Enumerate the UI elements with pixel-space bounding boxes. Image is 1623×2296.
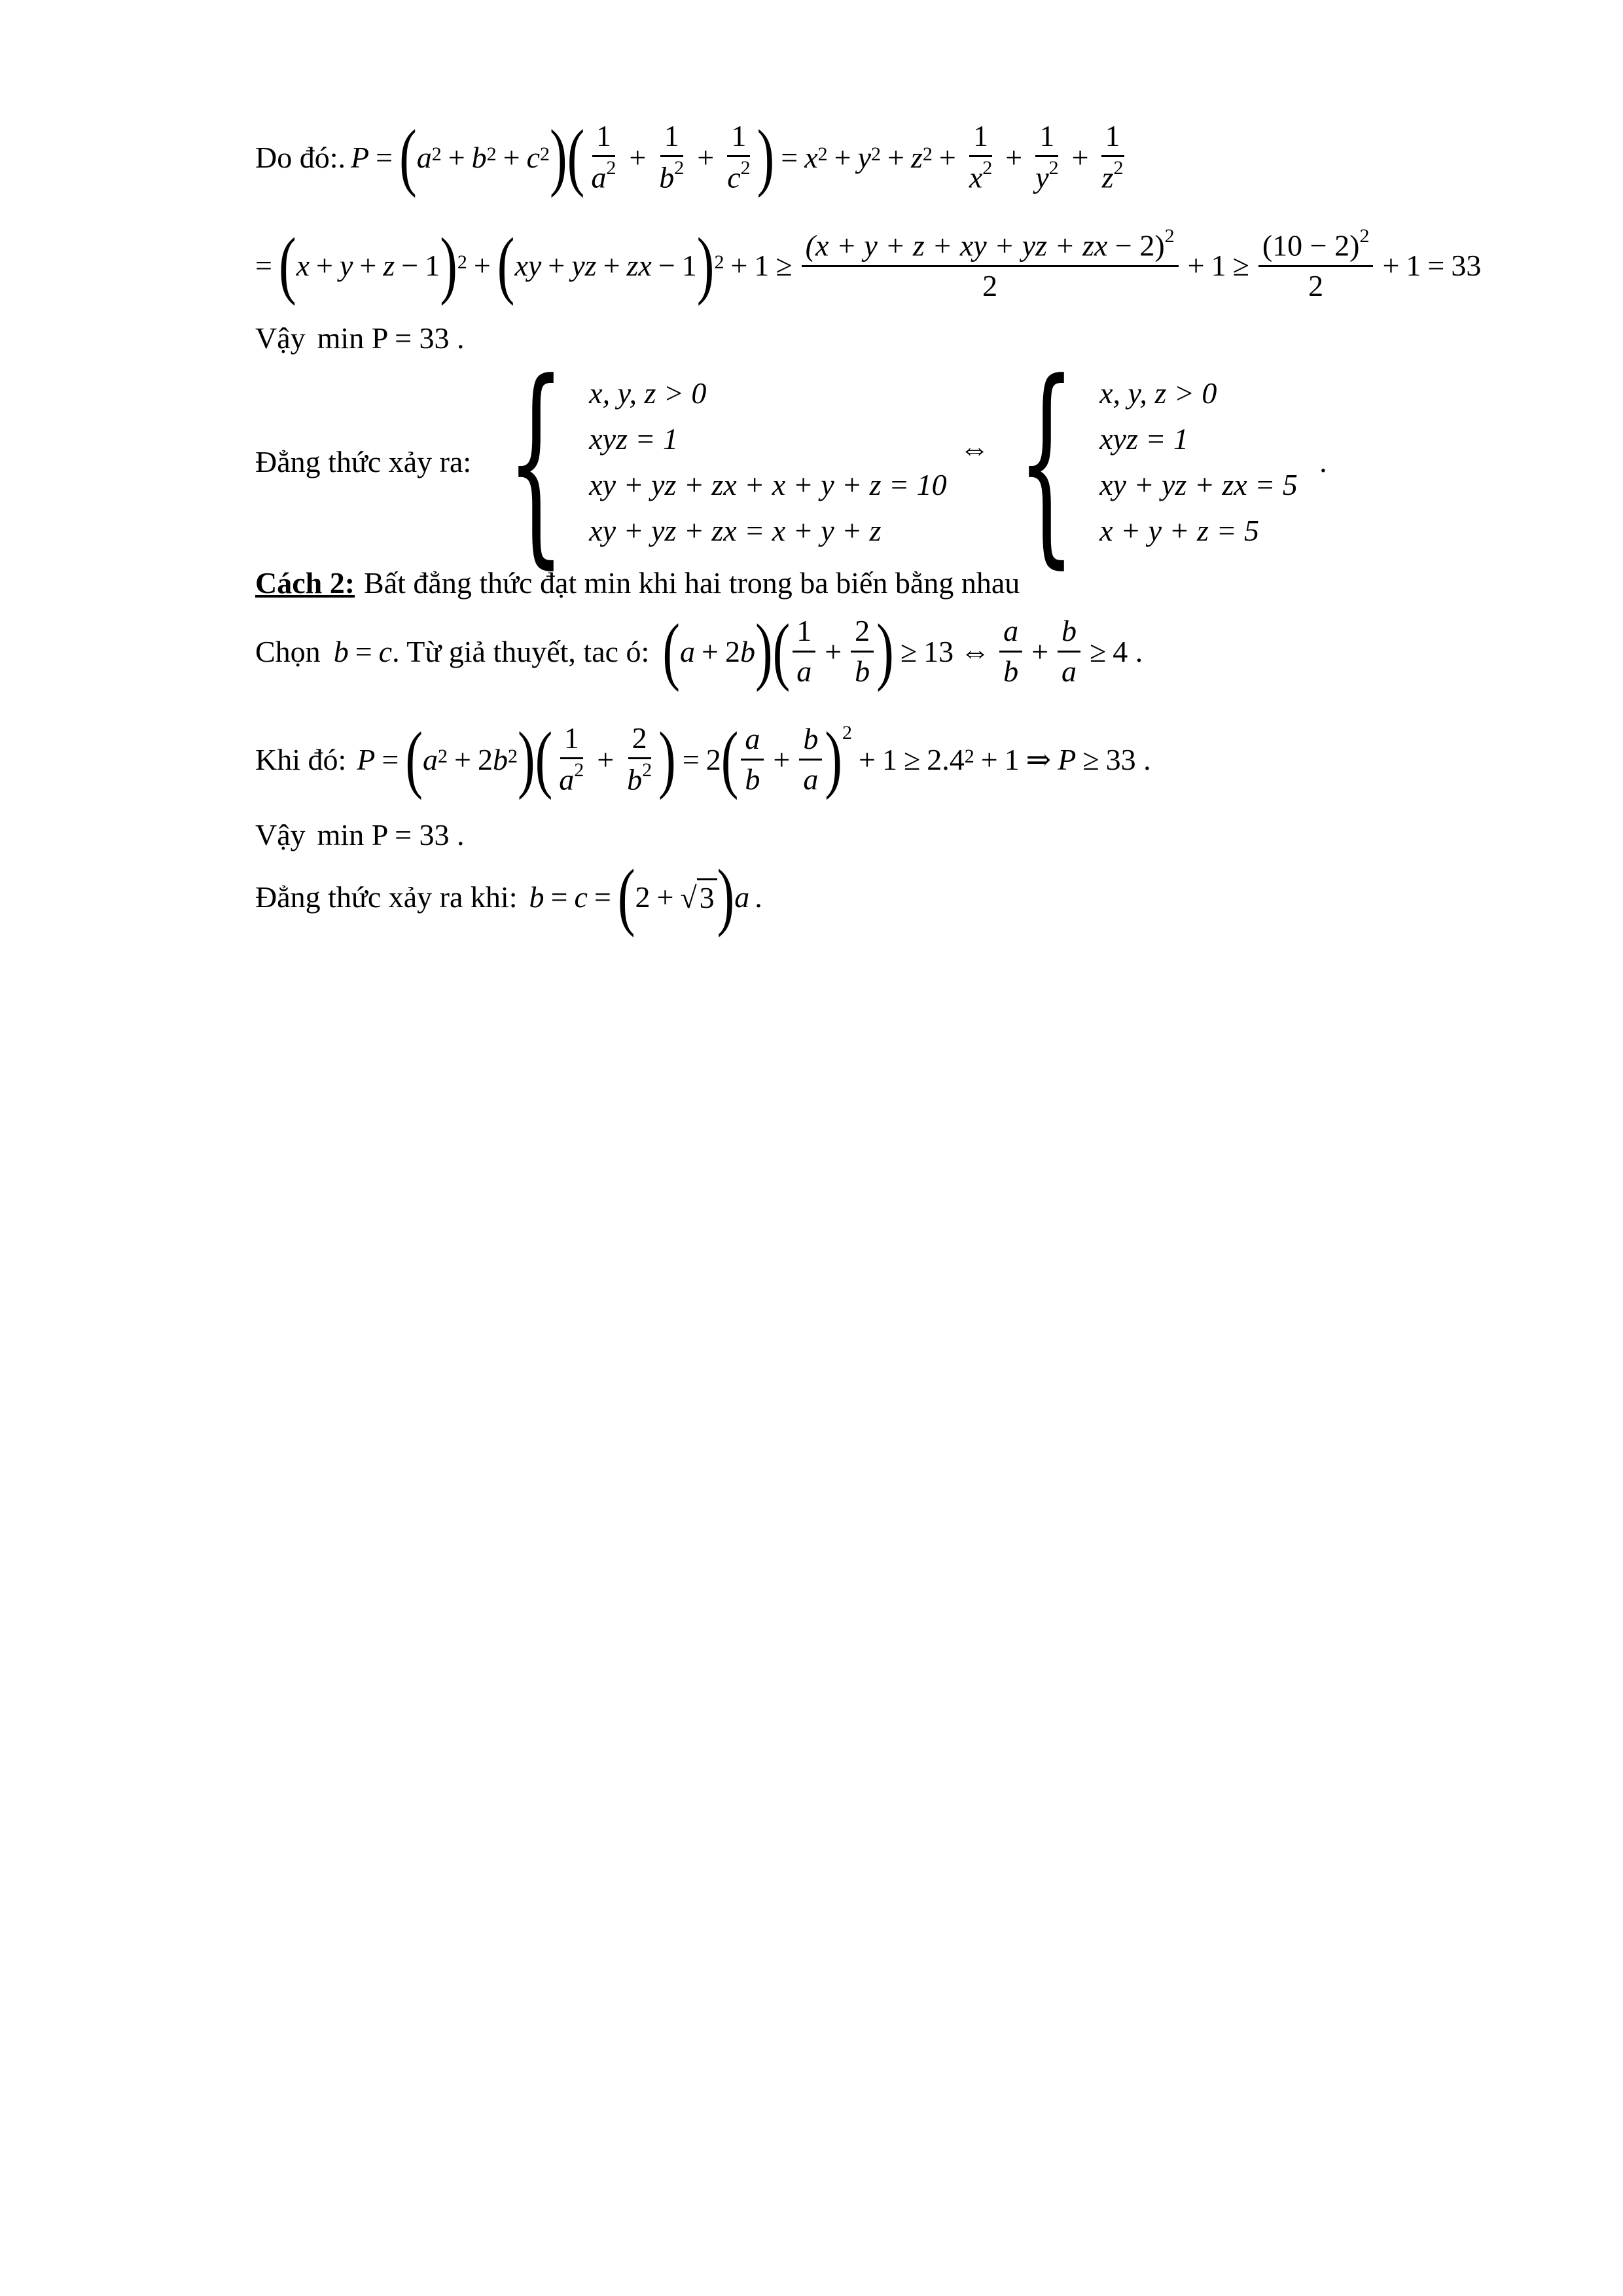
system-left: x, y, z > 0 xyz = 1 xy + yz + zx + x + y + z = 10 xy + yz + zx = x + y + z <box>589 376 947 547</box>
min-line-2 <box>255 815 465 854</box>
vay-label-2: Vậy <box>255 817 306 852</box>
chon-label: Chọn <box>255 634 321 668</box>
sqrt-symbol: √ 3 <box>680 878 717 915</box>
gia-thuyet-text: . Từ giả thuyết, tac ó: <box>392 634 650 668</box>
equation-line-2: = ( x + y + z − 1 ) $^2$ + ( xy + yz + zx − 1 ) $^2$ + 1 ≥ $\frac{(x + y + z + xy + yz + zx - 2)^2}{2}$ + 1 ≥ $\frac{(10 - 2)^2}{2}$ + 1 = 33 <box>255 223 1482 307</box>
do-do-label: Do đó:. <box>255 140 346 174</box>
equality-final-line: Đẳng thức xảy ra khi: b = c = ( 2 + √ 3 ) a . <box>255 855 762 939</box>
min-line-1 <box>255 318 465 357</box>
system-right: x, y, z > 0 xyz = 1 xy + yz + zx = 5 x + y + z = 5 <box>1099 376 1298 547</box>
dang-thuc-label: Đẳng thức xảy ra: <box>255 444 472 478</box>
equality-condition-line: Đẳng thức xảy ra: { x, y, z > 0 xyz = 1 xy + yz + zx + x + y + z = 10 xy + yz + zx = x + y + z ⇔ { x, y, z > 0 xyz = 1 xy + yz + zx = 5 x + y + z = 5 . <box>255 367 1327 556</box>
result-value: 33 <box>1451 248 1482 282</box>
equation-line-1: Do đó:. P = ( a $^2$ + b $^2$ + c $^2$ ) ( $\frac{1}{a^2}$ + $\frac{1}{b^2}$ + $\frac{1}{c^2}$ ) = x $^2$ + y $^2$ + z $^2$ + $\frac{1}{x^2}$ + $\frac{1}{y^2}$ + $\frac{1}{z^2}$ <box>255 115 1124 199</box>
khi-do-label: Khi đó: <box>255 742 347 776</box>
chon-line: Chọn b = c . Từ giả thuyết, tac ó: ( a + 2 b ) ( $\frac{1}{a}$ + $\frac{2}{b}$ ) ≥ 13 ⇔ $\frac{a}{b}$ + $\frac{b}{a}$ ≥ 4 . <box>255 609 1143 693</box>
min-expression: min P = 33 . <box>317 321 465 355</box>
khi-do-line: Khi đó: P = ( a $^2$ + 2 b $^2$ ) ( $\frac{1}{a^2}$ + $\frac{2}{b^2}$ ) = 2 ( $\frac{a}{b}$ + $\frac{b}{a}$ ) $^2$ + 1 ≥ 2.4 $^2$ + 1 ⇒ P ≥ 33 . <box>255 717 1151 801</box>
method-2-line <box>255 563 1020 602</box>
vay-label: Vậy <box>255 321 306 355</box>
equivalence-symbol: ⇔ <box>959 431 990 465</box>
method-2-text: Bất đẳng thức đạt min khi hai trong ba biến bằng nhau <box>364 565 1020 600</box>
dang-thuc-khi-label: Đẳng thức xảy ra khi: <box>255 880 518 914</box>
method-2-heading: Cách 2: <box>255 565 355 600</box>
min-expression-2: min P = 33 . <box>317 817 465 852</box>
